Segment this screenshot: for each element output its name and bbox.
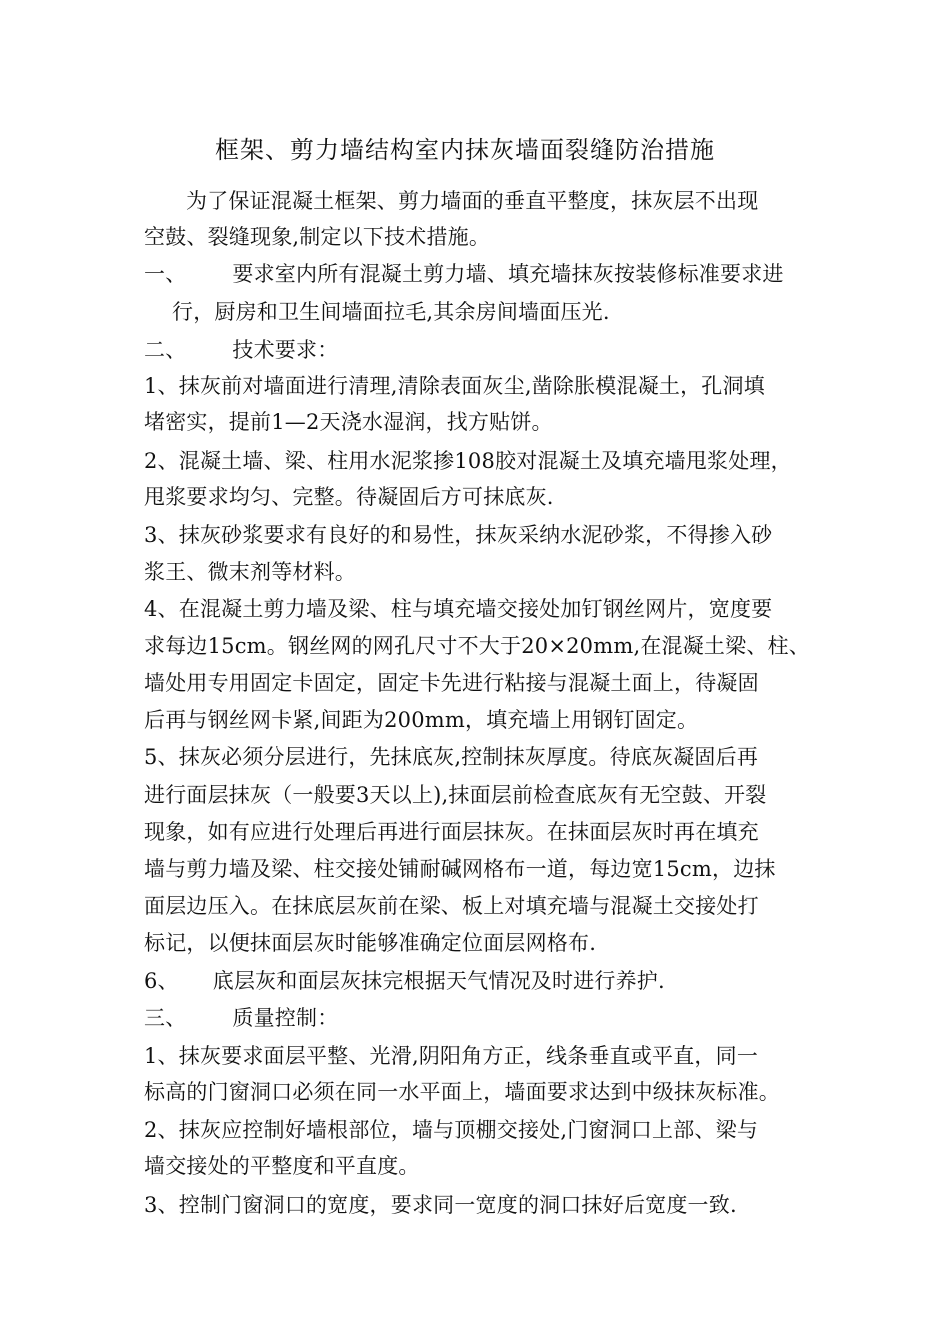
section-one-line: 行，厨房和卫生间墙面拉毛,其余房间墙面压光. (172, 300, 610, 324)
section-number: 一、 (144, 262, 187, 286)
list-item-line: 1、抹灰要求面层平整、光滑,阴阳角方正，线条垂直或平直，同一 (144, 1044, 759, 1068)
list-item-line: 求每边15cm。钢丝网的网孔尺寸不大于20×20mm,在混凝土梁、柱、 (144, 634, 810, 658)
list-item-line: 标高的门窗洞口必须在同一水平面上，墙面要求达到中级抹灰标准。 (144, 1080, 780, 1104)
list-item-line: 浆王、微末剂等材料。 (144, 560, 356, 584)
list-item-line: 墙处用专用固定卡固定，固定卡先进行粘接与混凝土面上，待凝固 (144, 671, 759, 695)
section-text: 质量控制： (232, 1006, 339, 1030)
list-item-line: 堵密实，提前1—2天浇水湿润，找方贴饼。 (144, 410, 553, 434)
section-number: 二、 (144, 338, 187, 362)
section-two-heading (144, 332, 338, 368)
list-item-line: 标记，以便抹面层灰时能够准确定位面层网格布. (144, 931, 597, 955)
list-item-line: 3、控制门窗洞口的宽度，要求同一宽度的洞口抹好后宽度一致. (144, 1193, 737, 1217)
section-text: 技术要求： (232, 338, 339, 362)
document-title: 框架、剪力墙结构室内抹灰墙面裂缝防治措施 (215, 136, 715, 164)
section-one-heading (144, 256, 784, 292)
list-item-line: 甩浆要求均匀、完整。待凝固后方可抹底灰. (144, 485, 554, 509)
list-item-line: 现象，如有应进行处理后再进行面层抹灰。在抹面层灰时再在填充 (144, 820, 759, 844)
section-number: 三、 (144, 1006, 187, 1030)
list-item-line: 墙与剪力墙及梁、柱交接处铺耐碱网格布一道，每边宽15cm，边抹 (144, 857, 776, 881)
list-item-line: 2、抹灰应控制好墙根部位，墙与顶棚交接处,门窗洞口上部、梁与 (144, 1118, 759, 1142)
list-item-line: 墙交接处的平整度和平直度。 (144, 1154, 420, 1178)
list-item-line: 4、在混凝土剪力墙及梁、柱与填充墙交接处加钉钢丝网片，宽度要 (144, 597, 773, 621)
list-item-line: 进行面层抹灰（一般要3天以上),抹面层前检查底灰有无空鼓、开裂 (144, 783, 767, 807)
section-text: 要求室内所有混凝土剪力墙、填充墙抹灰按装修标准要求进 (232, 262, 784, 286)
list-item-line: 面层边压入。在抹底层灰前在梁、板上对填充墙与混凝土交接处打 (144, 894, 759, 918)
list-item-line: 3、抹灰砂浆要求有良好的和易性，抹灰采纳水泥砂浆，不得掺入砂 (144, 523, 773, 547)
item-number: 6、 (144, 969, 179, 993)
list-item-line: 2、混凝土墙、梁、柱用水泥浆掺108胶对混凝土及填充墙甩浆处理， (144, 449, 792, 473)
item-text: 底层灰和面层灰抹完根据天气情况及时进行养护. (212, 969, 665, 993)
list-item-line: 后再与钢丝网卡紧,间距为200mm，填充墙上用钢钉固定。 (144, 708, 699, 732)
list-item-line: 5、抹灰必须分层进行，先抹底灰,控制抹灰厚度。待底灰凝固后再 (144, 745, 759, 769)
list-item-line: 1、抹灰前对墙面进行清理,清除表面灰尘,凿除胀模混凝土，孔洞填 (144, 374, 765, 398)
list-item-line (144, 963, 665, 999)
intro-paragraph-line: 空鼓、裂缝现象,制定以下技术措施。 (144, 225, 491, 249)
section-three-heading (144, 1000, 338, 1036)
intro-paragraph-line: 为了保证混凝土框架、剪力墙面的垂直平整度，抹灰层不出现 (186, 189, 759, 213)
